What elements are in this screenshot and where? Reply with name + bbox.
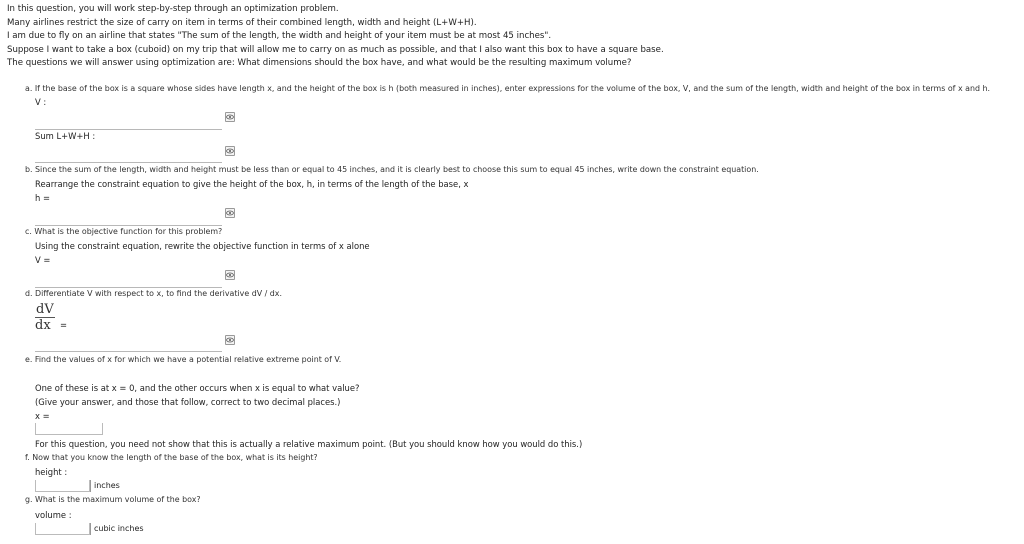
relative-max-note: For this question, you need not show that this is actually a relative maximum point. (But you should know how you would do this.) xyxy=(35,439,583,449)
problem-intro xyxy=(7,3,664,71)
preview-eye-icon[interactable] xyxy=(225,208,235,218)
part-d-question: d. Differentiate V with respect to x, to find the derivative dV / dx. xyxy=(25,289,282,298)
objective-function-input[interactable] xyxy=(35,273,222,288)
x-value-input[interactable] xyxy=(35,423,103,435)
derivative-fraction xyxy=(35,298,55,333)
part-a-v-label: V : xyxy=(35,97,47,107)
preview-eye-icon[interactable] xyxy=(225,112,235,122)
part-e-x-label: x = xyxy=(35,411,50,421)
preview-eye-icon[interactable] xyxy=(225,335,235,345)
fraction-numerator: dV xyxy=(36,302,54,317)
volume-value-input[interactable] xyxy=(35,523,90,535)
part-c-question: c. What is the objective function for this problem? xyxy=(25,227,223,236)
part-b-question: b. Since the sum of the length, width and height must be less than or equal to 45 inches, and it is clearly best to choose this sum to equal 45 inches, write down the constraint equation. xyxy=(25,165,759,174)
part-b-h-label: h = xyxy=(35,193,50,203)
height-value-input[interactable] xyxy=(35,480,90,492)
intro-line: I am due to fly on an airline that states "The sum of the length, the width and height of your item must be at most 45 inches". xyxy=(7,31,552,42)
sum-expression-input[interactable] xyxy=(35,148,222,163)
part-e-one-of: One of these is at x = 0, and the other occurs when x is equal to what value? xyxy=(35,383,360,393)
part-b-rearrange: Rearrange the constraint equation to give the height of the box, h, in terms of the length of the base, x xyxy=(35,179,469,189)
fraction-denominator: dx xyxy=(35,318,51,333)
part-g-volume-label: volume : xyxy=(35,510,72,520)
preview-eye-icon[interactable] xyxy=(225,146,235,156)
part-c-rewrite: Using the constraint equation, rewrite the objective function in terms of x alone xyxy=(35,241,370,251)
intro-line: Suppose I want to take a box (cuboid) on my trip that will allow me to carry on as much as possible, and that I also want this box to have a square base. xyxy=(7,44,664,55)
part-a-sum-label: Sum L+W+H : xyxy=(35,131,96,141)
height-expression-input[interactable] xyxy=(35,211,222,226)
part-e-question: e. Find the values of x for which we have a potential relative extreme point of V. xyxy=(25,355,342,364)
derivative-equals: = xyxy=(60,320,68,330)
part-e-precision: (Give your answer, and those that follow, correct to two decimal places.) xyxy=(35,397,341,407)
part-f-question: f. Now that you know the length of the base of the box, what is its height? xyxy=(25,453,318,462)
intro-line: Many airlines restrict the size of carry on item in terms of their combined length, width and height (L+W+H). xyxy=(7,17,477,28)
derivative-input[interactable] xyxy=(35,337,222,352)
part-a-question: a. If the base of the box is a square whose sides have length x, and the height of the box is h (both measured in inches), enter expressions for the volume of the box, V, and the sum of the length, width and height of the box in terms of x and h. xyxy=(25,84,991,93)
intro-line: The questions we will answer using optimization are: What dimensions should the box have, and what would be the resulting maximum volume? xyxy=(7,58,632,69)
volume-unit: cubic inches xyxy=(90,523,144,535)
preview-eye-icon[interactable] xyxy=(225,270,235,280)
part-f-height-label: height : xyxy=(35,467,68,477)
height-unit: inches xyxy=(90,480,120,492)
volume-expression-input[interactable] xyxy=(35,115,222,130)
intro-line: In this question, you will work step-by-step through an optimization problem. xyxy=(7,4,339,14)
part-g-question: g. What is the maximum volume of the box? xyxy=(25,495,201,504)
part-c-v-label: V = xyxy=(35,255,51,265)
